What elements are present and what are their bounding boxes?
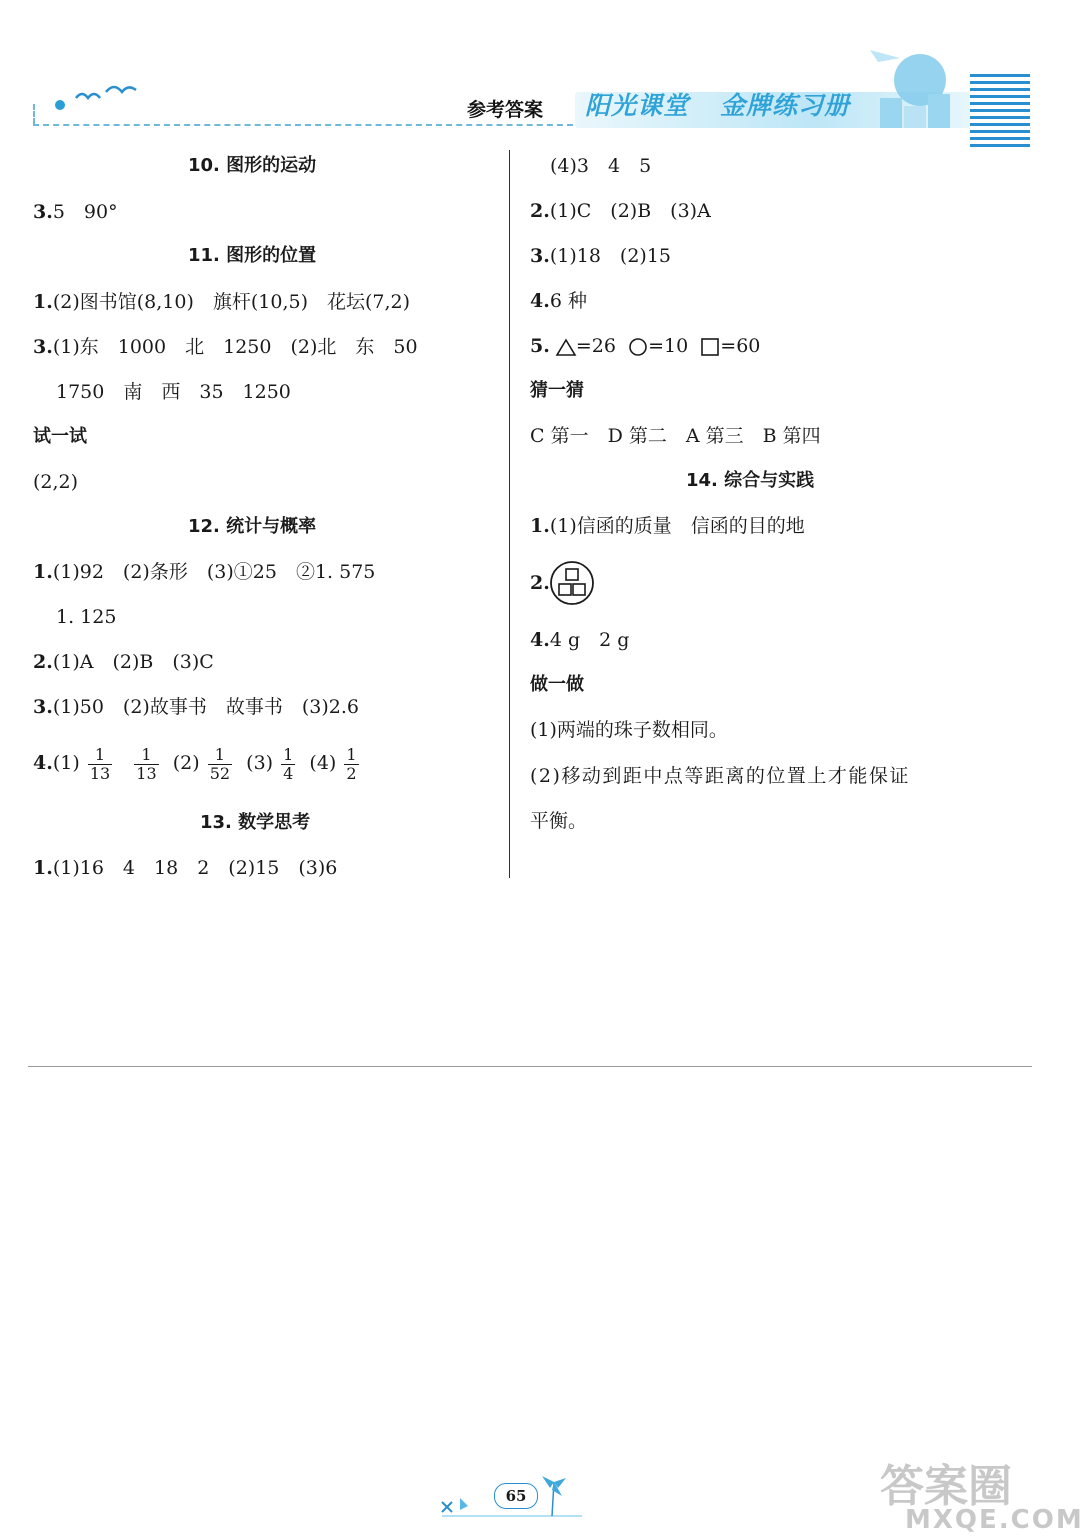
do-line-2: (2)移动到距中点等距离的位置上才能保证 [530,765,910,787]
answer-line [33,200,118,224]
answer-text: 4 g 2 g [549,629,630,651]
answer-number: 4. [33,752,53,774]
do-line-3: 平衡。 [530,810,588,832]
circle-with-squares-icon [548,559,596,607]
square-icon [700,337,720,357]
answer-line [33,335,418,359]
answer-number: 2. [530,200,550,222]
answer-text: (2)图书馆(8,10) 旗杆(10,5) 花坛(7,2) [52,291,411,313]
answer-text: (1)信函的质量 信函的目的地 [549,515,805,537]
fraction-answer-line [33,741,361,785]
answer-number: 3. [33,696,53,718]
answer-line [530,244,671,268]
brand-title-a: 阳光课堂 [585,91,690,120]
fraction-denominator: 52 [209,763,231,783]
fraction-numerator: 1 [283,744,294,764]
answer-number: 1. [33,857,53,879]
header-label: 参考答案 [467,99,544,121]
answer-text: (1)C (2)B (3)A [549,200,711,222]
answer-continuation: 1. 125 [56,606,117,628]
header-stripes [970,74,1030,156]
answer-text: (1)东 1000 北 1250 (2)北 东 50 [52,336,418,358]
triangle-value: =26 [575,335,616,357]
answer-number: 3. [530,245,550,267]
page-number: 65 [494,1483,538,1509]
answer-text: (1)16 4 18 2 (2)15 (3)6 [52,857,338,879]
diagram-answer-line [530,571,550,595]
answer-line [33,290,410,314]
section-10-title: 10. 图形的运动 [188,155,317,176]
answer-text: (1)92 (2)条形 (3)①25 ②1. 575 [52,561,376,583]
watermark-logo: 答案圈 [880,1461,1012,1512]
answer-number: 4. [530,629,550,651]
shape-answer-line [530,334,760,358]
answer-text: 6 种 [549,290,587,312]
answer-number: 4. [530,290,550,312]
answer-line [530,289,587,313]
brand-title-b: 金牌练习册 [720,91,851,120]
answer-number: 5. [530,335,550,357]
answer-continuation: 1750 南 西 35 1250 [56,381,291,403]
answer-line [530,628,629,652]
circle-icon [628,337,648,357]
fraction [88,746,112,783]
answer-line [33,695,359,719]
section-14-title: 14. 综合与实践 [686,470,815,491]
circle-value: =10 [648,335,689,357]
section-11-title: 11. 图形的位置 [188,245,317,266]
square-value: =60 [720,335,761,357]
answer-text: (1)18 (2)15 [549,245,672,267]
answer-part: (1) [52,752,80,774]
header-dot [55,100,65,110]
section-13-title: 13. 数学思考 [200,812,311,833]
fraction-denominator: 13 [89,763,111,783]
guess-answer: C 第一 D 第二 A 第三 B 第四 [530,425,821,447]
header-dash-left [33,104,35,124]
answer-part: (2) [172,752,200,774]
bottom-divider [28,1066,1032,1067]
fraction [134,746,158,783]
guess-title: 猜一猜 [530,380,584,401]
answer-text: 5 90° [52,201,118,223]
answer-part: (3) [246,752,274,774]
answer-number: 3. [33,201,53,223]
globe-decoration-icon [860,40,970,132]
answer-text: (1)50 (2)故事书 故事书 (3)2.6 [52,696,359,718]
answer-number: 2. [33,651,53,673]
try-answer: (2,2) [33,471,79,493]
fraction [208,746,232,783]
answer-number: 2. [530,572,550,594]
fraction-numerator: 1 [88,746,112,765]
do-title: 做一做 [530,674,584,695]
answer-line [33,560,375,584]
answer-text: (1)A (2)B (3)C [52,651,214,673]
fraction [281,746,295,783]
answer-part: (4) [309,752,337,774]
fraction-denominator: 2 [346,763,357,783]
answer-number: 1. [530,515,550,537]
fraction [344,746,358,783]
fraction-denominator: 4 [283,763,294,783]
watermark-url: MXQE.COM [905,1505,1084,1535]
fraction-numerator: 1 [208,746,232,765]
answer-line [33,856,337,880]
answer-number: 3. [33,336,53,358]
answer-continuation: (4)3 4 5 [550,155,652,177]
answer-number: 1. [33,561,53,583]
birds-icon [70,78,140,112]
answer-line [33,650,214,674]
section-12-title: 12. 统计与概率 [188,516,317,537]
do-line-1: (1)两端的珠子数相同。 [530,719,728,741]
try-title: 试一试 [33,426,87,447]
header-dash-line [33,124,573,126]
answer-line [530,199,711,223]
answer-line [530,514,805,538]
fraction-numerator: 1 [346,744,357,764]
answer-number: 1. [33,291,53,313]
fraction-numerator: 1 [134,746,158,765]
column-divider [509,150,510,878]
triangle-icon [556,338,576,356]
fraction-denominator: 13 [136,763,157,783]
